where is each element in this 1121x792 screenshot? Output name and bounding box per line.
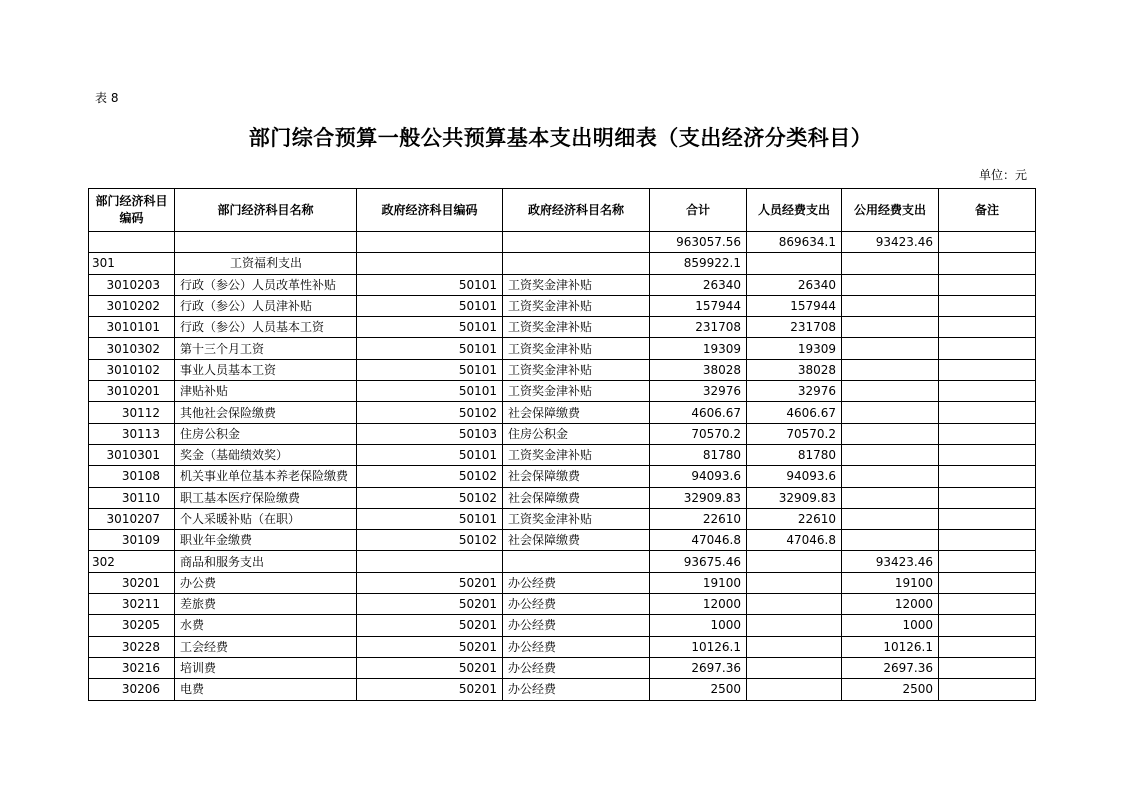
cell-public: 93423.46: [842, 551, 939, 572]
cell-personnel: 157944: [747, 295, 842, 316]
cell-gov-name: [503, 551, 650, 572]
table-row: [89, 381, 1036, 402]
table-number: 表 8: [95, 91, 119, 105]
cell-gov-name: 社会保障缴费: [503, 487, 650, 508]
cell-dept-code: 30110: [89, 487, 175, 508]
cell-gov-name: 办公经费: [503, 636, 650, 657]
cell-gov-name: 工资奖金津补贴: [503, 274, 650, 295]
cell-personnel: [747, 551, 842, 572]
header-dept-code: 部门经济科目编码: [89, 189, 175, 232]
cell-total: 26340: [650, 274, 747, 295]
cell-dept-name: 电费: [175, 679, 357, 700]
table-row: [89, 530, 1036, 551]
cell-total: 93675.46: [650, 551, 747, 572]
cell-personnel: [747, 594, 842, 615]
cell-personnel: [747, 679, 842, 700]
cell-public: 10126.1: [842, 636, 939, 657]
cell-dept-name: 机关事业单位基本养老保险缴费: [175, 466, 357, 487]
cell-gov-code: 50201: [357, 594, 503, 615]
cell-public: 93423.46: [842, 232, 939, 253]
cell-dept-name: 其他社会保险缴费: [175, 402, 357, 423]
cell-gov-code: 50101: [357, 317, 503, 338]
cell-total: 12000: [650, 594, 747, 615]
cell-gov-code: 50101: [357, 444, 503, 465]
cell-personnel: 94093.6: [747, 466, 842, 487]
header-gov-code: 政府经济科目编码: [357, 189, 503, 232]
cell-note: [939, 232, 1036, 253]
cell-total: 2697.36: [650, 657, 747, 678]
cell-note: [939, 317, 1036, 338]
cell-dept-name: 行政（参公）人员津补贴: [175, 295, 357, 316]
cell-gov-code: [357, 253, 503, 274]
cell-dept-code: 3010201: [89, 381, 175, 402]
table-row: [89, 295, 1036, 316]
cell-gov-name: 工资奖金津补贴: [503, 381, 650, 402]
cell-total: 4606.67: [650, 402, 747, 423]
cell-note: [939, 423, 1036, 444]
cell-gov-code: [357, 551, 503, 572]
cell-public: [842, 338, 939, 359]
cell-gov-name: 工资奖金津补贴: [503, 508, 650, 529]
cell-dept-code: 3010101: [89, 317, 175, 338]
cell-gov-name: 工资奖金津补贴: [503, 359, 650, 380]
cell-dept-code: 301: [89, 253, 175, 274]
cell-total: 19100: [650, 572, 747, 593]
cell-gov-name: 工资奖金津补贴: [503, 338, 650, 359]
cell-note: [939, 530, 1036, 551]
table-row: [89, 657, 1036, 678]
cell-note: [939, 487, 1036, 508]
cell-personnel: 22610: [747, 508, 842, 529]
cell-dept-name: 职工基本医疗保险缴费: [175, 487, 357, 508]
cell-personnel: [747, 615, 842, 636]
cell-dept-name: 行政（参公）人员基本工资: [175, 317, 357, 338]
table-row: [89, 508, 1036, 529]
cell-total: 47046.8: [650, 530, 747, 551]
table-row: [89, 402, 1036, 423]
cell-public: [842, 274, 939, 295]
cell-note: [939, 657, 1036, 678]
cell-dept-name: [175, 232, 357, 253]
cell-personnel: 869634.1: [747, 232, 842, 253]
cell-public: 2500: [842, 679, 939, 700]
cell-public: [842, 381, 939, 402]
cell-note: [939, 338, 1036, 359]
cell-note: [939, 551, 1036, 572]
cell-gov-code: 50101: [357, 359, 503, 380]
cell-public: [842, 317, 939, 338]
cell-public: [842, 530, 939, 551]
cell-total: 1000: [650, 615, 747, 636]
cell-dept-name: 工资福利支出: [175, 253, 357, 274]
cell-gov-name: [503, 232, 650, 253]
cell-gov-code: 50102: [357, 402, 503, 423]
table-row: [89, 423, 1036, 444]
cell-dept-name: 职业年金缴费: [175, 530, 357, 551]
cell-personnel: [747, 657, 842, 678]
cell-gov-code: 50102: [357, 466, 503, 487]
table-row: [89, 274, 1036, 295]
header-row: [89, 189, 1036, 232]
cell-total: 38028: [650, 359, 747, 380]
cell-public: [842, 466, 939, 487]
cell-dept-code: 30109: [89, 530, 175, 551]
cell-gov-code: [357, 232, 503, 253]
cell-dept-code: 30206: [89, 679, 175, 700]
unit-label: 单位：元: [978, 168, 1027, 182]
cell-dept-code: 3010202: [89, 295, 175, 316]
cell-gov-name: 办公经费: [503, 572, 650, 593]
header-total: 合计: [650, 189, 747, 232]
cell-dept-code: 3010102: [89, 359, 175, 380]
cell-total: 70570.2: [650, 423, 747, 444]
cell-gov-code: 50101: [357, 508, 503, 529]
cell-note: [939, 636, 1036, 657]
cell-personnel: 81780: [747, 444, 842, 465]
cell-total: 32976: [650, 381, 747, 402]
cell-gov-name: 工资奖金津补贴: [503, 295, 650, 316]
cell-personnel: [747, 636, 842, 657]
cell-personnel: 32909.83: [747, 487, 842, 508]
table-row: [89, 359, 1036, 380]
cell-note: [939, 679, 1036, 700]
cell-dept-code: 30216: [89, 657, 175, 678]
cell-dept-code: 30205: [89, 615, 175, 636]
cell-note: [939, 359, 1036, 380]
cell-personnel: 32976: [747, 381, 842, 402]
cell-total: 94093.6: [650, 466, 747, 487]
cell-gov-name: 办公经费: [503, 615, 650, 636]
table-body: [89, 232, 1036, 701]
cell-public: [842, 359, 939, 380]
table-group-row: [89, 551, 1036, 572]
cell-personnel: 4606.67: [747, 402, 842, 423]
cell-dept-code: 30113: [89, 423, 175, 444]
table-row: [89, 594, 1036, 615]
header-gov-name: 政府经济科目名称: [503, 189, 650, 232]
cell-dept-name: 个人采暖补贴（在职）: [175, 508, 357, 529]
cell-total: 2500: [650, 679, 747, 700]
cell-public: [842, 508, 939, 529]
cell-dept-code: 302: [89, 551, 175, 572]
cell-dept-code: 3010207: [89, 508, 175, 529]
cell-gov-name: 办公经费: [503, 594, 650, 615]
cell-dept-name: 培训费: [175, 657, 357, 678]
cell-public: [842, 423, 939, 444]
header-dept-name: 部门经济科目名称: [175, 189, 357, 232]
cell-personnel: [747, 253, 842, 274]
cell-gov-code: 50201: [357, 636, 503, 657]
cell-gov-code: 50201: [357, 679, 503, 700]
cell-gov-code: 50201: [357, 657, 503, 678]
cell-dept-name: 差旅费: [175, 594, 357, 615]
cell-dept-name: 住房公积金: [175, 423, 357, 444]
table-row: [89, 338, 1036, 359]
cell-dept-code: 30201: [89, 572, 175, 593]
table-row: [89, 317, 1036, 338]
cell-dept-name: 办公费: [175, 572, 357, 593]
cell-gov-code: 50102: [357, 530, 503, 551]
cell-personnel: 231708: [747, 317, 842, 338]
table-group-row: [89, 253, 1036, 274]
cell-gov-code: 50201: [357, 615, 503, 636]
cell-dept-name: 第十三个月工资: [175, 338, 357, 359]
cell-gov-name: 工资奖金津补贴: [503, 317, 650, 338]
cell-public: [842, 444, 939, 465]
cell-personnel: 19309: [747, 338, 842, 359]
cell-gov-name: 办公经费: [503, 679, 650, 700]
cell-gov-code: 50101: [357, 381, 503, 402]
cell-note: [939, 444, 1036, 465]
cell-gov-code: 50201: [357, 572, 503, 593]
cell-dept-code: 30228: [89, 636, 175, 657]
cell-personnel: 38028: [747, 359, 842, 380]
cell-personnel: 47046.8: [747, 530, 842, 551]
cell-public: 19100: [842, 572, 939, 593]
cell-gov-code: 50103: [357, 423, 503, 444]
cell-note: [939, 253, 1036, 274]
page-title: 部门综合预算一般公共预算基本支出明细表（支出经济分类科目）: [248, 126, 873, 150]
header-personnel: 人员经费支出: [747, 189, 842, 232]
cell-dept-name: 津贴补贴: [175, 381, 357, 402]
budget-detail-table: [88, 188, 1036, 701]
cell-dept-name: 工会经费: [175, 636, 357, 657]
cell-total: 231708: [650, 317, 747, 338]
cell-dept-code: 3010301: [89, 444, 175, 465]
cell-dept-code: 30108: [89, 466, 175, 487]
cell-gov-code: 50101: [357, 295, 503, 316]
cell-note: [939, 572, 1036, 593]
cell-total: 10126.1: [650, 636, 747, 657]
cell-note: [939, 615, 1036, 636]
cell-total: 859922.1: [650, 253, 747, 274]
table-row: [89, 679, 1036, 700]
table-row: [89, 487, 1036, 508]
cell-public: 2697.36: [842, 657, 939, 678]
cell-dept-name: 行政（参公）人员改革性补贴: [175, 274, 357, 295]
cell-dept-code: 30112: [89, 402, 175, 423]
cell-public: 12000: [842, 594, 939, 615]
cell-dept-code: 3010302: [89, 338, 175, 359]
cell-personnel: 70570.2: [747, 423, 842, 444]
cell-gov-code: 50102: [357, 487, 503, 508]
header-note: 备注: [939, 189, 1036, 232]
cell-gov-name: 住房公积金: [503, 423, 650, 444]
cell-gov-code: 50101: [357, 338, 503, 359]
cell-public: [842, 253, 939, 274]
cell-gov-name: 社会保障缴费: [503, 530, 650, 551]
cell-dept-name: 水费: [175, 615, 357, 636]
cell-gov-name: [503, 253, 650, 274]
table-row: [89, 615, 1036, 636]
cell-total: 157944: [650, 295, 747, 316]
cell-dept-code: 3010203: [89, 274, 175, 295]
cell-dept-name: 商品和服务支出: [175, 551, 357, 572]
cell-gov-name: 社会保障缴费: [503, 402, 650, 423]
cell-total: 32909.83: [650, 487, 747, 508]
cell-public: 1000: [842, 615, 939, 636]
table-row: [89, 572, 1036, 593]
cell-public: [842, 295, 939, 316]
header-public: 公用经费支出: [842, 189, 939, 232]
cell-dept-code: [89, 232, 175, 253]
table-row: [89, 444, 1036, 465]
cell-dept-name: 奖金（基础绩效奖）: [175, 444, 357, 465]
cell-note: [939, 594, 1036, 615]
cell-total: 963057.56: [650, 232, 747, 253]
cell-total: 19309: [650, 338, 747, 359]
cell-note: [939, 508, 1036, 529]
cell-note: [939, 295, 1036, 316]
cell-note: [939, 274, 1036, 295]
cell-dept-name: 事业人员基本工资: [175, 359, 357, 380]
cell-total: 22610: [650, 508, 747, 529]
table-row: [89, 636, 1036, 657]
cell-personnel: [747, 572, 842, 593]
table-row: [89, 466, 1036, 487]
cell-note: [939, 466, 1036, 487]
cell-total: 81780: [650, 444, 747, 465]
cell-gov-name: 工资奖金津补贴: [503, 444, 650, 465]
cell-personnel: 26340: [747, 274, 842, 295]
cell-gov-name: 社会保障缴费: [503, 466, 650, 487]
cell-note: [939, 381, 1036, 402]
cell-note: [939, 402, 1036, 423]
cell-gov-code: 50101: [357, 274, 503, 295]
cell-public: [842, 402, 939, 423]
cell-gov-name: 办公经费: [503, 657, 650, 678]
cell-public: [842, 487, 939, 508]
table-row: [89, 232, 1036, 253]
cell-dept-code: 30211: [89, 594, 175, 615]
